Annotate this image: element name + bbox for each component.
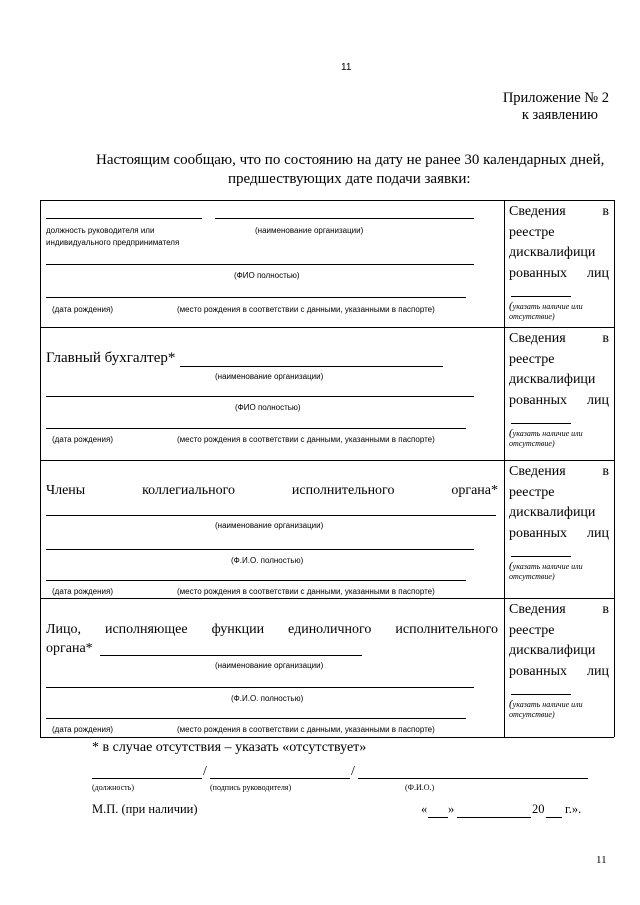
registry-word: реестре bbox=[509, 351, 555, 367]
intro-line-2: предшествующих дате подачи заявки: bbox=[228, 171, 471, 187]
registry-note-1 bbox=[509, 202, 609, 322]
signature-caption: (подпись руководителя) bbox=[210, 783, 292, 792]
collegial-body-label bbox=[46, 483, 498, 499]
organization-field[interactable] bbox=[100, 655, 362, 656]
organization-field[interactable] bbox=[46, 515, 496, 516]
stamp-label: М.П. (при наличии) bbox=[92, 802, 198, 816]
column-divider bbox=[504, 200, 505, 737]
position-caption: (должность) bbox=[92, 783, 134, 792]
registry-word: рованных bbox=[509, 525, 568, 541]
year-field[interactable] bbox=[546, 817, 562, 818]
note-text: указать наличие или bbox=[512, 700, 583, 709]
row-separator-3 bbox=[40, 598, 614, 599]
birth-place-caption: (место рождения в соответствии с данными, указанными в паспорте) bbox=[177, 435, 435, 444]
note-text-2: отсутствие) bbox=[509, 312, 555, 321]
year-prefix: 20 bbox=[532, 802, 545, 816]
year-suffix: г.». bbox=[565, 802, 582, 816]
registry-word: рованных bbox=[509, 265, 568, 281]
note-text-2: отсутствие) bbox=[509, 439, 555, 448]
quote-open: « bbox=[421, 802, 428, 816]
organization-field[interactable] bbox=[215, 218, 474, 219]
note-text: указать наличие или bbox=[512, 302, 583, 311]
intro-line-1: Настоящим сообщаю, что по состоянию на дату не ранее 30 календарных дней, bbox=[96, 152, 605, 168]
registry-word: лиц bbox=[587, 265, 609, 281]
registry-field[interactable] bbox=[511, 544, 571, 557]
note-text-2: отсутствие) bbox=[509, 572, 555, 581]
fio-signature-field[interactable] bbox=[358, 778, 588, 779]
note-text: указать наличие или bbox=[512, 562, 583, 571]
fio-caption: (ФИО полностью) bbox=[235, 403, 301, 412]
organization-caption: (наименование организации) bbox=[215, 661, 324, 670]
registry-word: рованных bbox=[509, 663, 568, 679]
registry-word: лиц bbox=[587, 392, 609, 408]
quote-close: » bbox=[448, 802, 455, 816]
registry-word: реестре bbox=[509, 622, 555, 638]
registry-note-3 bbox=[509, 462, 609, 582]
organization-caption: (наименование организации) bbox=[255, 226, 364, 235]
appendix-subtitle: к заявлению bbox=[521, 107, 598, 123]
registry-word: реестре bbox=[509, 224, 555, 240]
position-signature-field[interactable] bbox=[92, 778, 202, 779]
label-word: исполнительного bbox=[395, 622, 498, 637]
birth-field[interactable] bbox=[46, 718, 466, 719]
registry-word: дисквалифици bbox=[509, 505, 596, 520]
label-word: Члены bbox=[46, 483, 86, 498]
position-caption: должность руководителя или bbox=[46, 226, 155, 235]
fio-caption: (ФИО полностью) bbox=[234, 271, 300, 280]
fio-field[interactable] bbox=[46, 396, 474, 397]
birth-field[interactable] bbox=[46, 428, 466, 429]
note-paren: ( bbox=[509, 300, 513, 312]
birth-date-caption: (дата рождения) bbox=[52, 305, 114, 314]
sole-executive-label-2: органа* bbox=[46, 641, 93, 656]
position-caption-2: индивидуального предпринимателя bbox=[46, 238, 180, 247]
registry-field[interactable] bbox=[511, 682, 571, 695]
appendix-title: Приложение № 2 bbox=[502, 90, 609, 106]
position-field[interactable] bbox=[46, 218, 202, 219]
note-paren: ( bbox=[509, 560, 513, 572]
birth-date-caption: (дата рождения) bbox=[52, 725, 114, 734]
birth-date-caption: (дата рождения) bbox=[52, 587, 114, 596]
registry-word: в bbox=[602, 602, 609, 617]
registry-field[interactable] bbox=[511, 411, 571, 424]
note-paren: ( bbox=[509, 698, 513, 710]
registry-word: лиц bbox=[587, 525, 609, 541]
sole-executive-label bbox=[46, 622, 498, 638]
label-word: единоличного bbox=[288, 622, 372, 637]
note-text: указать наличие или bbox=[512, 429, 583, 438]
separator-slash: / bbox=[203, 764, 207, 779]
table-border-right bbox=[614, 200, 615, 737]
fio-caption: (Ф.И.О.) bbox=[405, 783, 435, 792]
chief-accountant-label: Главный бухгалтер* bbox=[46, 350, 176, 366]
table-border-bottom bbox=[40, 737, 614, 738]
registry-note-4 bbox=[509, 600, 609, 720]
organization-caption: (наименование организации) bbox=[215, 521, 324, 530]
page-number-bottom: 11 bbox=[596, 854, 607, 866]
birth-field[interactable] bbox=[46, 580, 466, 581]
registry-word: Сведения bbox=[509, 464, 566, 479]
birth-place-caption: (место рождения в соответствии с данными, указанными в паспорте) bbox=[177, 587, 435, 596]
label-word: функции bbox=[211, 622, 265, 637]
fio-caption: (Ф.И.О. полностью) bbox=[231, 556, 304, 565]
label-word: органа* bbox=[451, 483, 498, 498]
registry-word: Сведения bbox=[509, 602, 566, 617]
month-field[interactable] bbox=[457, 817, 531, 818]
day-field[interactable] bbox=[428, 817, 448, 818]
registry-word: дисквалифици bbox=[509, 372, 596, 387]
label-word: исполняющее bbox=[104, 622, 188, 637]
registry-word: реестре bbox=[509, 484, 555, 500]
registry-word: лиц bbox=[587, 663, 609, 679]
registry-word: Сведения bbox=[509, 204, 566, 219]
row-separator-1 bbox=[40, 327, 614, 328]
registry-word: в bbox=[602, 464, 609, 479]
table-border-left bbox=[40, 200, 41, 737]
registry-word: в bbox=[602, 331, 609, 346]
label-word: исполнительного bbox=[291, 483, 395, 498]
separator-slash: / bbox=[351, 764, 355, 779]
note-text-2: отсутствие) bbox=[509, 710, 555, 719]
fio-field[interactable] bbox=[46, 549, 474, 550]
registry-word: в bbox=[602, 204, 609, 219]
absence-footnote: * в случае отсутствия – указать «отсутствует» bbox=[92, 740, 367, 755]
registry-word: Сведения bbox=[509, 331, 566, 346]
fio-field[interactable] bbox=[46, 687, 474, 688]
birth-place-caption: (место рождения в соответствии с данными, указанными в паспорте) bbox=[177, 305, 435, 314]
organization-field[interactable] bbox=[180, 366, 443, 367]
fio-caption: (Ф.И.О. полностью) bbox=[231, 694, 304, 703]
registry-word: рованных bbox=[509, 392, 568, 408]
label-word: коллегиального bbox=[142, 483, 235, 498]
table-border-top bbox=[40, 200, 614, 201]
registry-word: дисквалифици bbox=[509, 643, 596, 658]
label-word: Лицо, bbox=[46, 622, 81, 637]
fio-field[interactable] bbox=[46, 264, 474, 265]
page-number-top: 11 bbox=[341, 62, 352, 73]
birth-field[interactable] bbox=[46, 297, 466, 298]
registry-note-2 bbox=[509, 329, 609, 449]
birth-date-caption: (дата рождения) bbox=[52, 435, 114, 444]
signature-field[interactable] bbox=[210, 778, 350, 779]
organization-caption: (наименование организации) bbox=[215, 372, 324, 381]
note-paren: ( bbox=[509, 427, 513, 439]
registry-field[interactable] bbox=[511, 284, 571, 297]
birth-place-caption: (место рождения в соответствии с данными, указанными в паспорте) bbox=[177, 725, 435, 734]
row-separator-2 bbox=[40, 460, 614, 461]
registry-word: дисквалифици bbox=[509, 245, 596, 260]
